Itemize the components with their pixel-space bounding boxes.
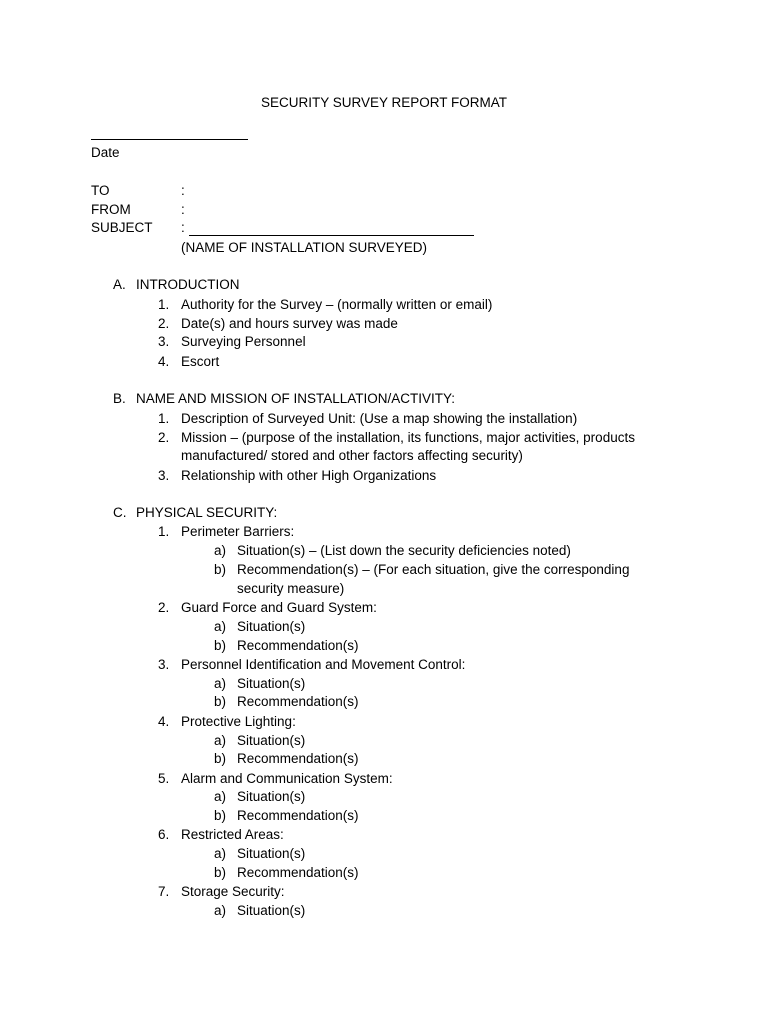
list-item-number: 1. bbox=[158, 297, 170, 312]
list-item-text-continued: manufactured/ stored and other factors affecting security) bbox=[181, 448, 523, 463]
list-item-text: Relationship with other High Organizations bbox=[181, 468, 437, 483]
subject-label: SUBJECT bbox=[91, 220, 153, 235]
sub-item-text: Situation(s) bbox=[237, 733, 306, 748]
sub-item-text: Situation(s) bbox=[237, 903, 306, 918]
sub-item-letter: b) bbox=[214, 638, 227, 653]
sub-item-text: Recommendation(s) bbox=[237, 865, 359, 880]
section-a-title: INTRODUCTION bbox=[136, 277, 240, 292]
list-item-number: 3. bbox=[158, 468, 170, 483]
list-item-number: 6. bbox=[158, 827, 170, 842]
list-item-number: 3. bbox=[158, 334, 170, 349]
list-item-text: Alarm and Communication System: bbox=[181, 771, 393, 786]
sub-item-text: Situation(s) bbox=[237, 789, 306, 804]
list-item-text: Date(s) and hours survey was made bbox=[181, 316, 398, 331]
list-item-number: 4. bbox=[158, 354, 170, 369]
list-item-number: 1. bbox=[158, 524, 170, 539]
list-item-number: 4. bbox=[158, 714, 170, 729]
list-item-number: 7. bbox=[158, 884, 170, 899]
sub-item-letter: b) bbox=[214, 865, 227, 880]
sub-item-letter: b) bbox=[214, 808, 227, 823]
list-item-text: Personnel Identification and Movement Control: bbox=[181, 657, 466, 672]
list-item-text: Protective Lighting: bbox=[181, 714, 296, 729]
list-item-number: 2. bbox=[158, 430, 170, 445]
section-b-title: NAME AND MISSION OF INSTALLATION/ACTIVITY: bbox=[136, 391, 456, 406]
sub-item-letter: a) bbox=[214, 619, 227, 634]
to-colon: : bbox=[181, 183, 185, 198]
sub-item-letter: a) bbox=[214, 543, 227, 558]
sub-item-letter: a) bbox=[214, 676, 227, 691]
list-item-number: 2. bbox=[158, 316, 170, 331]
list-item-text: Mission – (purpose of the installation, its functions, major activities, products bbox=[181, 430, 635, 445]
section-c-letter: C. bbox=[113, 505, 127, 520]
list-item-text: Guard Force and Guard System: bbox=[181, 600, 377, 615]
sub-item-text: Situation(s) bbox=[237, 676, 306, 691]
sub-item-letter: a) bbox=[214, 903, 227, 918]
list-item-text: Perimeter Barriers: bbox=[181, 524, 295, 539]
section-b-letter: B. bbox=[113, 391, 126, 406]
sub-item-letter: a) bbox=[214, 789, 227, 804]
from-label: FROM bbox=[91, 202, 131, 217]
list-item-text: Authority for the Survey – (normally written or email) bbox=[181, 297, 493, 312]
list-item-number: 3. bbox=[158, 657, 170, 672]
sub-item-text: Recommendation(s) bbox=[237, 751, 359, 766]
subject-note: (NAME OF INSTALLATION SURVEYED) bbox=[181, 240, 428, 255]
document-title: SECURITY SURVEY REPORT FORMAT bbox=[260, 95, 508, 110]
to-label: TO bbox=[91, 183, 110, 198]
section-c-title: PHYSICAL SECURITY: bbox=[136, 505, 278, 520]
date-blank-line bbox=[91, 139, 248, 140]
list-item-text: Storage Security: bbox=[181, 884, 285, 899]
sub-item-text: Situation(s) bbox=[237, 619, 306, 634]
subject-blank-line bbox=[189, 235, 474, 236]
date-label: Date bbox=[91, 145, 120, 160]
list-item-text: Restricted Areas: bbox=[181, 827, 284, 842]
sub-item-letter: b) bbox=[214, 751, 227, 766]
list-item-text: Escort bbox=[181, 354, 220, 369]
sub-item-text-continued: security measure) bbox=[237, 581, 345, 596]
sub-item-text: Recommendation(s) bbox=[237, 638, 359, 653]
section-a-letter: A. bbox=[113, 277, 126, 292]
list-item-number: 2. bbox=[158, 600, 170, 615]
list-item-number: 1. bbox=[158, 411, 170, 426]
sub-item-text: Recommendation(s) bbox=[237, 694, 359, 709]
list-item-text: Description of Surveyed Unit: (Use a map showing the installation) bbox=[181, 411, 578, 426]
list-item-text: Surveying Personnel bbox=[181, 334, 306, 349]
sub-item-text: Situation(s) – (List down the security deficiencies noted) bbox=[237, 543, 571, 558]
subject-colon: : bbox=[181, 220, 185, 235]
sub-item-letter: a) bbox=[214, 846, 227, 861]
from-colon: : bbox=[181, 202, 185, 217]
list-item-number: 5. bbox=[158, 771, 170, 786]
sub-item-text: Recommendation(s) – (For each situation, give the corresponding bbox=[237, 562, 630, 577]
sub-item-letter: b) bbox=[214, 562, 227, 577]
sub-item-letter: b) bbox=[214, 694, 227, 709]
sub-item-letter: a) bbox=[214, 733, 227, 748]
sub-item-text: Recommendation(s) bbox=[237, 808, 359, 823]
sub-item-text: Situation(s) bbox=[237, 846, 306, 861]
